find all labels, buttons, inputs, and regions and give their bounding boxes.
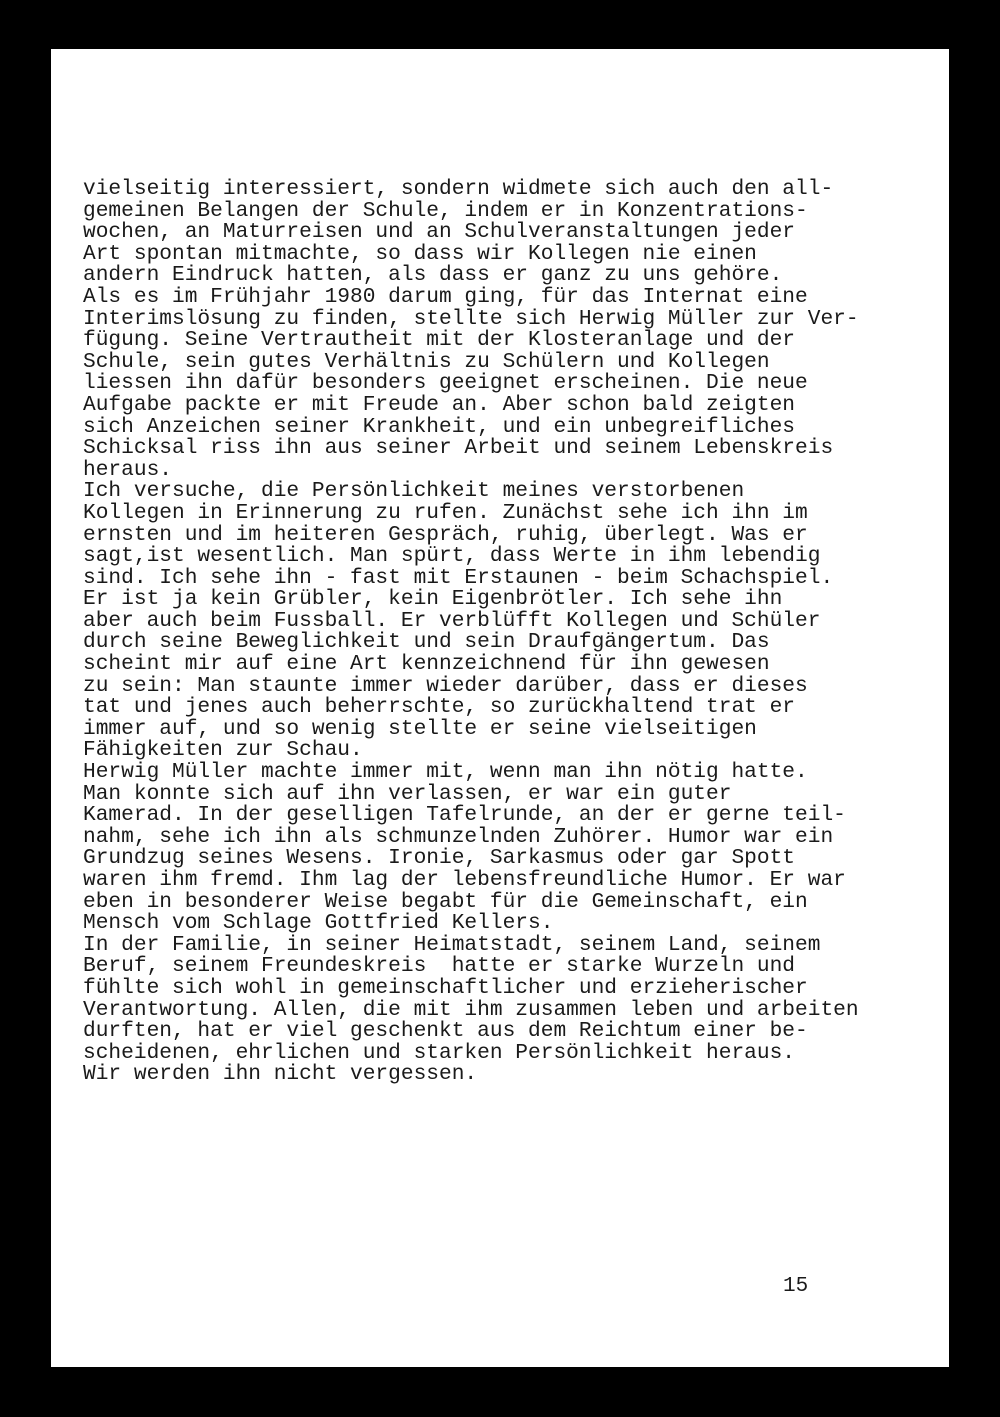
text-line: Verantwortung. Allen, die mit ihm zusammen leben und arbeiten xyxy=(83,997,859,1022)
text-line: Man konnte sich auf ihn verlassen, er war ein guter xyxy=(83,781,732,806)
text-line: Kamerad. In der geselligen Tafelrunde, an der er gerne teil- xyxy=(83,803,846,828)
text-line: Wir werden ihn nicht vergessen. xyxy=(83,1062,478,1087)
text-line: Beruf, seinem Freundeskreis hatte er starke Wurzeln und xyxy=(83,954,796,979)
text-line: waren ihm fremd. Ihm lag der lebensfreundliche Humor. Er war xyxy=(83,868,846,892)
text-line: heraus. xyxy=(83,457,173,482)
body-text xyxy=(83,179,883,1086)
document-page xyxy=(51,49,949,1367)
text-line: Schule, sein gutes Verhältnis zu Schülern und Kollegen xyxy=(83,349,770,374)
text-line: durften, hat er viel geschenkt aus dem Reichtum einer be- xyxy=(83,1019,808,1044)
text-line: Kollegen in Erinnerung zu rufen. Zunächst sehe ich ihn im xyxy=(83,500,808,525)
text-line: immer auf, und so wenig stellte er seine vielseitigen xyxy=(83,716,757,741)
text-line: sind. Ich sehe ihn - fast mit Erstaunen - beim Schachspiel. xyxy=(83,565,834,590)
text-line: Schicksal riss ihn aus seiner Arbeit und seinem Lebenskreis xyxy=(83,436,834,461)
text-line: Fähigkeiten zur Schau. xyxy=(83,738,363,763)
text-line: Ich versuche, die Persönlichkeit meines verstorbenen xyxy=(83,479,745,504)
text-line: gemeinen Belangen der Schule, indem er in Konzentrations- xyxy=(83,198,808,223)
text-line: nahm, sehe ich ihn als schmunzelnden Zuhörer. Humor war ein xyxy=(83,824,834,849)
text-line: vielseitig interessiert, sondern widmete sich auch den all- xyxy=(83,177,834,201)
text-line: aber auch beim Fussball. Er verblüfft Kollegen und Schüler xyxy=(83,608,821,633)
text-line: In der Familie, in seiner Heimatstadt, seinem Land, seinem xyxy=(83,932,821,957)
text-line: Herwig Müller machte immer mit, wenn man ihn nötig hatte. xyxy=(83,760,808,785)
text-line: sich Anzeichen seiner Krankheit, und ein unbegreifliches xyxy=(83,414,796,439)
text-line: Aufgabe packte er mit Freude an. Aber schon bald zeigten xyxy=(83,392,796,417)
text-line: scheidenen, ehrlichen und starken Persönlichkeit heraus. xyxy=(83,1040,796,1065)
text-line: Interimslösung zu finden, stellte sich Herwig Müller zur Ver- xyxy=(83,306,859,331)
text-line: sagt,ist wesentlich. Man spürt, dass Werte in ihm lebendig xyxy=(83,544,821,569)
text-line: ernsten und im heiteren Gespräch, ruhig, überlegt. Was er xyxy=(83,522,808,547)
text-line: Er ist ja kein Grübler, kein Eigenbrötler. Ich sehe ihn xyxy=(83,587,783,612)
text-line: andern Eindruck hatten, als dass er ganz zu uns gehöre. xyxy=(83,263,783,288)
text-line: tat und jenes auch beherrschte, so zurückhaltend trat er xyxy=(83,695,796,720)
text-line: Art spontan mitmachte, so dass wir Kollegen nie einen xyxy=(83,241,757,266)
text-line: durch seine Beweglichkeit und sein Draufgängertum. Das xyxy=(83,630,770,655)
text-line: fühlte sich wohl in gemeinschaftlicher und erzieherischer xyxy=(83,975,808,1000)
text-line: Als es im Frühjahr 1980 darum ging, für das Internat eine xyxy=(83,284,808,309)
text-line: liessen ihn dafür besonders geeignet erscheinen. Die neue xyxy=(83,371,808,396)
text-line: eben in besonderer Weise begabt für die Gemeinschaft, ein xyxy=(83,889,808,914)
text-line: fügung. Seine Vertrautheit mit der Klosteranlage und der xyxy=(83,328,796,353)
text-line: wochen, an Maturreisen und an Schulveranstaltungen jeder xyxy=(83,220,796,245)
text-line: Grundzug seines Wesens. Ironie, Sarkasmus oder gar Spott xyxy=(83,846,796,871)
page-number: 15 xyxy=(783,1275,809,1298)
text-line: scheint mir auf eine Art kennzeichnend für ihn gewesen xyxy=(83,652,770,677)
text-line: Mensch vom Schlage Gottfried Kellers. xyxy=(83,911,554,936)
text-line: zu sein: Man staunte immer wieder darüber, dass er dieses xyxy=(83,673,808,698)
